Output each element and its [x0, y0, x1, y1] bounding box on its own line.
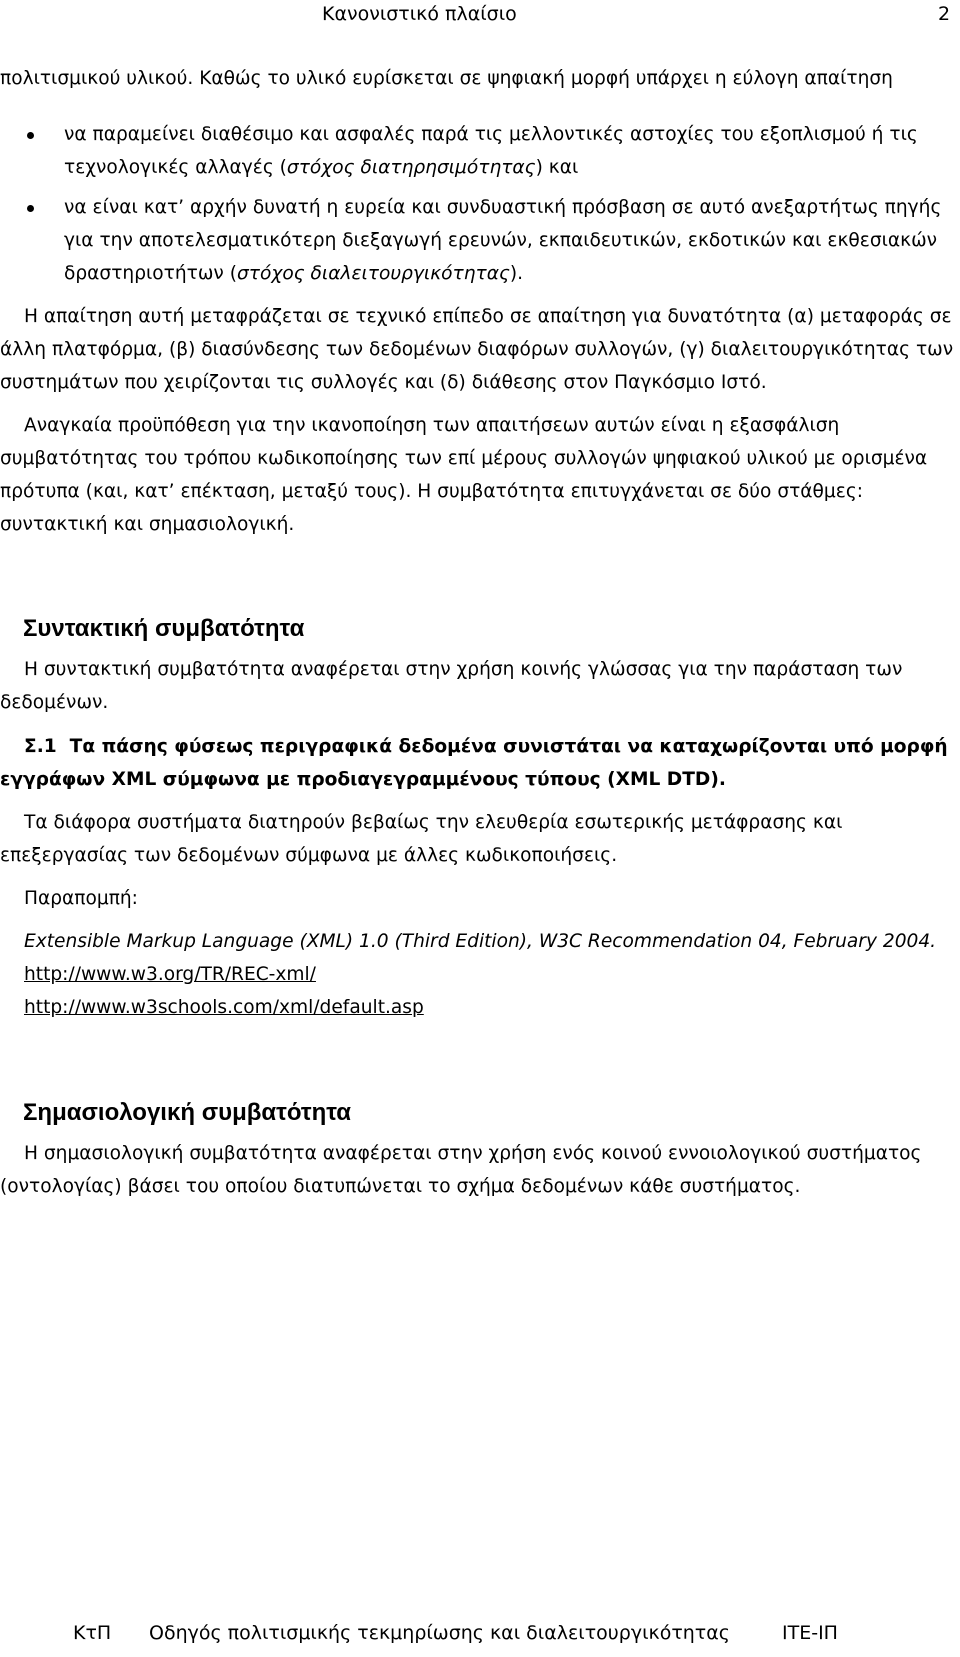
list-item-text: να είναι κατ’ αρχήν δυνατή η ευρεία και συνδυαστική πρόσβαση σε αυτό ανεξαρτήτως πηγής για την αποτελεσματικότερη διεξαγωγή ερευνών, εκπαιδευτικών, εκδοτικών και εκθεσιακών δραστηριοτήτων (: [64, 197, 942, 284]
list-item: [0, 118, 958, 184]
document-body: [0, 62, 958, 1213]
footer-left: ΚτΠ: [73, 1622, 112, 1644]
syntactic-description: Η συντακτική συμβατότητα αναφέρεται στην χρήση κοινής γλώσσας για την παράσταση των δεδομένων.: [0, 659, 903, 713]
reference-link-w3schools[interactable]: http://www.w3schools.com/xml/default.asp: [24, 997, 424, 1018]
header-title: Κανονιστικό πλαίσιο: [322, 3, 517, 25]
reference-links: [0, 958, 958, 1024]
reference-link-w3c[interactable]: http://www.w3.org/TR/REC-xml/: [24, 964, 316, 985]
page-number: 2: [938, 3, 951, 25]
footer-right: ΙΤΕ-ΙΠ: [782, 1622, 838, 1644]
footer-center: Οδηγός πολιτισμικής τεκμηρίωσης και διαλειτουργικότητας: [149, 1622, 730, 1644]
section-heading-syntactic: Συντακτική συμβατότητα: [23, 615, 305, 642]
list-item: [0, 191, 958, 290]
bullet-icon: [27, 205, 34, 212]
goals-list: [0, 118, 958, 290]
list-item-text-end: ).: [509, 263, 524, 284]
bullet-icon: [27, 132, 34, 139]
list-item-emphasis: στόχος διατηρησιμότητας: [286, 157, 536, 178]
rule-s1: [0, 730, 958, 796]
intro-paragraph: πολιτισμικού υλικού. Καθώς το υλικό ευρίσκεται σε ψηφιακή μορφή υπάρχει η εύλογη απαίτηση: [0, 68, 893, 89]
requirements-paragraph: Η απαίτηση αυτή μεταφράζεται σε τεχνικό επίπεδο σε απαίτηση για δυνατότητα (α) μεταφοράς σε άλλη πλατφόρμα, (β) διασύνδεσης των δεδομένων διαφόρων συλλογών, (γ) διαλειτουργικότητας των συστημάτων που χειρίζονται τις συλλογές και (δ) διάθεσης στον Παγκόσμιο Ιστό.: [0, 306, 954, 393]
compatibility-paragraph: Αναγκαία προϋπόθεση για την ικανοποίηση των απαιτήσεων αυτών είναι η εξασφάλιση συμβατότητας του τρόπου κωδικοποίησης των επί μέρους συλλογών ψηφιακού υλικού με ορισμένα πρότυπα (και, κατ’ επέκταση, μεταξύ τους). Η συμβατότητα επιτυγχάνεται σε δύο στάθμες: συντακτική και σημασιολογική.: [0, 415, 928, 535]
rule-id: Σ.1: [24, 736, 57, 757]
list-item-text: να παραμείνει διαθέσιμο και ασφαλές παρά τις μελλοντικές αστοχίες του εξοπλισμού ή τις τεχνολογικές αλλαγές (: [64, 124, 918, 178]
semantic-description: Η σημασιολογική συμβατότητα αναφέρεται στην χρήση ενός κοινού εννοιολογικού συστήματος (οντολογίας) βάσει του οποίου διατυπώνεται το σχήμα δεδομένων κάθε συστήματος.: [0, 1143, 922, 1197]
page-header: [0, 0, 960, 32]
rule-text: Τα πάσης φύσεως περιγραφικά δεδομένα συνιστάται να καταχωρίζονται υπό μορφή εγγράφων XML σύμφωνα με προδιαγεγραμμένους τύπους (XML DTD).: [0, 736, 948, 790]
list-item-emphasis: στόχος διαλειτουργικότητας: [236, 263, 510, 284]
reference-label: Παραπομπή:: [24, 888, 138, 909]
syntactic-note: Τα διάφορα συστήματα διατηρούν βεβαίως την ελευθερία εσωτερικής μετάφρασης και επεξεργασίας των δεδομένων σύμφωνα με άλλες κωδικοποιήσεις.: [0, 812, 843, 866]
reference-title: Extensible Markup Language (XML) 1.0 (Third Edition), W3C Recommendation 04, February 2004.: [24, 931, 937, 952]
list-item-text-end: ) και: [535, 157, 579, 178]
section-heading-semantic: Σημασιολογική συμβατότητα: [23, 1099, 352, 1126]
